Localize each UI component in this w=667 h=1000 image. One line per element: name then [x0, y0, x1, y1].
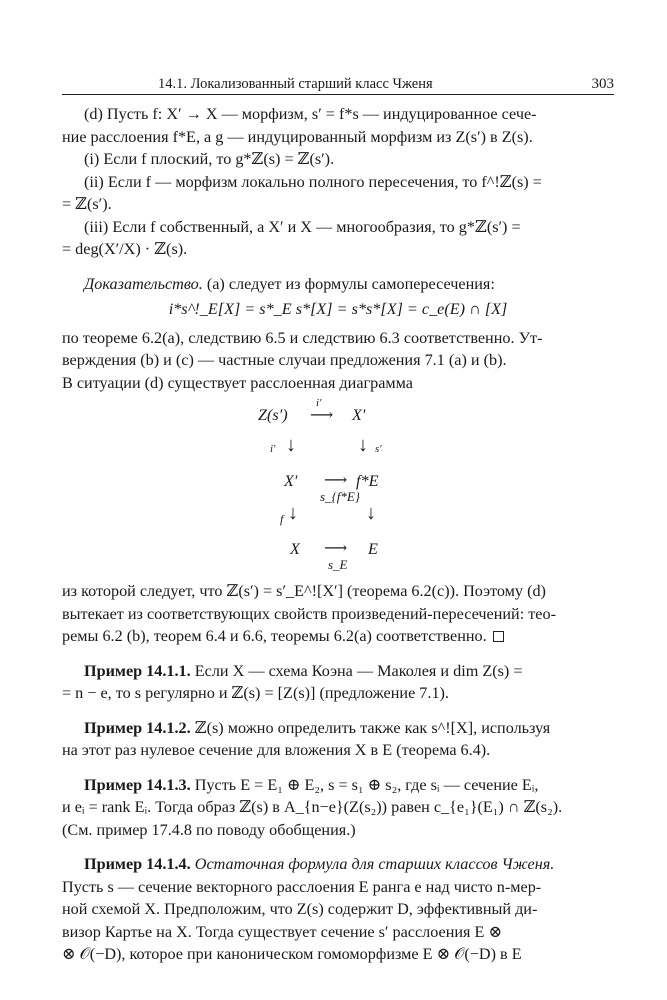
proof-text: (а) следует из формулы самопересечения:: [202, 274, 495, 293]
arrow-mid: ⟶: [324, 471, 348, 489]
example-14-1-4: [62, 853, 614, 966]
after-diagram-text: [62, 580, 614, 648]
theorem-part-d: [62, 103, 614, 261]
example-3-line-1: [62, 774, 614, 797]
proof-line-1: [62, 273, 614, 296]
proof-line-2: по теореме 6.2(а), следствию 6.5 и следствию 6.3 соответственно. Ут-: [62, 328, 543, 347]
example-2-line-2: на этот раз нулевое сечение для вложения X в E (теорема 6.4).: [62, 741, 491, 759]
node-x-prime-top: X′: [352, 406, 366, 424]
node-x-prime-mid: X′: [284, 472, 298, 490]
example-2-line-1: [62, 717, 614, 740]
example-3-heading: Пример 14.1.3.: [84, 775, 191, 794]
proof-block: [62, 273, 614, 395]
arrow-right-top: ↓: [358, 434, 368, 456]
arrow-top: ⟶: [310, 406, 334, 424]
node-x-bottom: X: [290, 540, 300, 558]
label-s-fe: s_{f*E}: [320, 489, 361, 504]
example-4-line-4: визор Картье на X. Тогда существует сечение s′ расслоения E ⊗: [62, 922, 503, 941]
proof-label: Доказательство.: [84, 274, 203, 293]
part-d-item-ii-line-2: = ℤ(s′).: [62, 195, 112, 213]
node-f-star-e: f*E: [356, 472, 379, 490]
fiber-square-diagram: [62, 396, 614, 576]
arrow-left-top: ↓: [286, 434, 296, 456]
example-14-1-1: [62, 660, 614, 705]
example-3-line-2: и eᵢ = rank Eᵢ. Тогда образ ℤ(s) в A_{n−e}(Z(s₂)) равен c_{e₁}(E₁) ∩ ℤ(s₂).: [62, 798, 563, 816]
example-1-line-1: [62, 660, 614, 683]
example-4-line-1: [62, 853, 614, 876]
example-14-1-3: [62, 774, 614, 842]
arrow-left-bottom: ↓: [288, 502, 298, 524]
example-1-line-2: = n − e, то s регулярно и ℤ(s) = [Z(s)] (предложение 7.1).: [62, 684, 449, 702]
arrow-right-bottom: ↓: [366, 502, 376, 524]
example-4-line-3: ной схемой X. Предположим, что Z(s) содержит D, эффективный ди-: [62, 900, 538, 918]
proof-line-4: В ситуации (d) существует расслоенная диаграмма: [62, 373, 413, 392]
part-d-item-iii-line-1: (iii) Если f собственный, а X′ и X — многообразия, то g*ℤ(s′) =: [84, 217, 521, 236]
example-3-line-3: (См. пример 17.4.8 по поводу обобщения.): [62, 820, 356, 839]
header-title: 14.1. Локализованный старший класс Чженя: [158, 76, 433, 92]
example-4-line-5: ⊗ 𝒪(−D), которое при каноническом гомоморфизме E ⊗ 𝒪(−D) в E: [62, 945, 522, 963]
example-1-heading: Пример 14.1.1.: [84, 661, 191, 680]
self-intersection-formula: i*s^!_E[X] = s*_E s*[X] = s*s*[X] = c_e(E) ∩ [X]: [168, 300, 508, 318]
page: [62, 70, 614, 966]
example-1-text: Если X — схема Коэна — Маколея и dim Z(s) =: [190, 661, 523, 680]
part-d-line-2: ние расслоения f*E, а g — индуцированный морфизм из Z(s′) в Z(s).: [62, 127, 533, 146]
example-2-text: ℤ(s) можно определить также как s^![X], используя: [190, 718, 551, 737]
example-4-title: Остаточная формула для старших классов Чженя.: [190, 855, 555, 873]
after-diagram-line-2: вытекает из соответствующих свойств произведений-пересечений: тео-: [62, 604, 556, 623]
label-f-left: f: [280, 512, 284, 526]
example-14-1-2: [62, 717, 614, 762]
example-3-text: Пусть E = E₁ ⊕ E₂, s = s₁ ⊕ s₂, где sᵢ — сечение Eᵢ,: [190, 775, 539, 794]
example-4-line-2: Пусть s — сечение векторного расслоения E ранга e над чисто n-мер-: [62, 877, 542, 896]
part-d-item-ii-line-1: (ii) Если f — морфизм локально полного пересечения, то f^!ℤ(s) =: [84, 172, 542, 191]
part-d-item-iii-line-2: = deg(X′/X) · ℤ(s).: [62, 240, 188, 258]
example-2-heading: Пример 14.1.2.: [84, 718, 191, 737]
after-diagram-line-3-text: ремы 6.2 (b), теорем 6.4 и 6.6, теоремы 6.2(а) соответственно.: [62, 627, 487, 645]
example-4-heading: Пример 14.1.4.: [84, 855, 191, 873]
after-diagram-line-1: из которой следует, что ℤ(s′) = s′_E^![X′] (теорема 6.2(с)). Поэтому (d): [62, 582, 546, 600]
label-i-prime-top: i′: [316, 397, 322, 409]
qed-box-icon: [493, 631, 504, 642]
label-i-prime-left: i′: [270, 443, 276, 455]
node-e-bottom: E: [368, 540, 378, 558]
proof-line-3: верждения (b) и (с) — частные случаи предложения 7.1 (а) и (b).: [62, 351, 507, 369]
running-header: [62, 70, 614, 95]
part-d-item-i: (i) Если f плоский, то g*ℤ(s) = ℤ(s′).: [84, 150, 335, 168]
page-number: 303: [591, 76, 614, 92]
node-z-s-prime: Z(s′): [258, 406, 288, 424]
arrow-bottom: ⟶: [324, 539, 348, 557]
part-d-line-1: (d) Пусть f: X′ → X — морфизм, s′ = f*s — индуцированное сече-: [84, 105, 537, 123]
label-s-e: s_E: [328, 557, 348, 572]
after-diagram-line-3: [62, 625, 614, 648]
label-s-prime-right: s′: [375, 443, 382, 455]
